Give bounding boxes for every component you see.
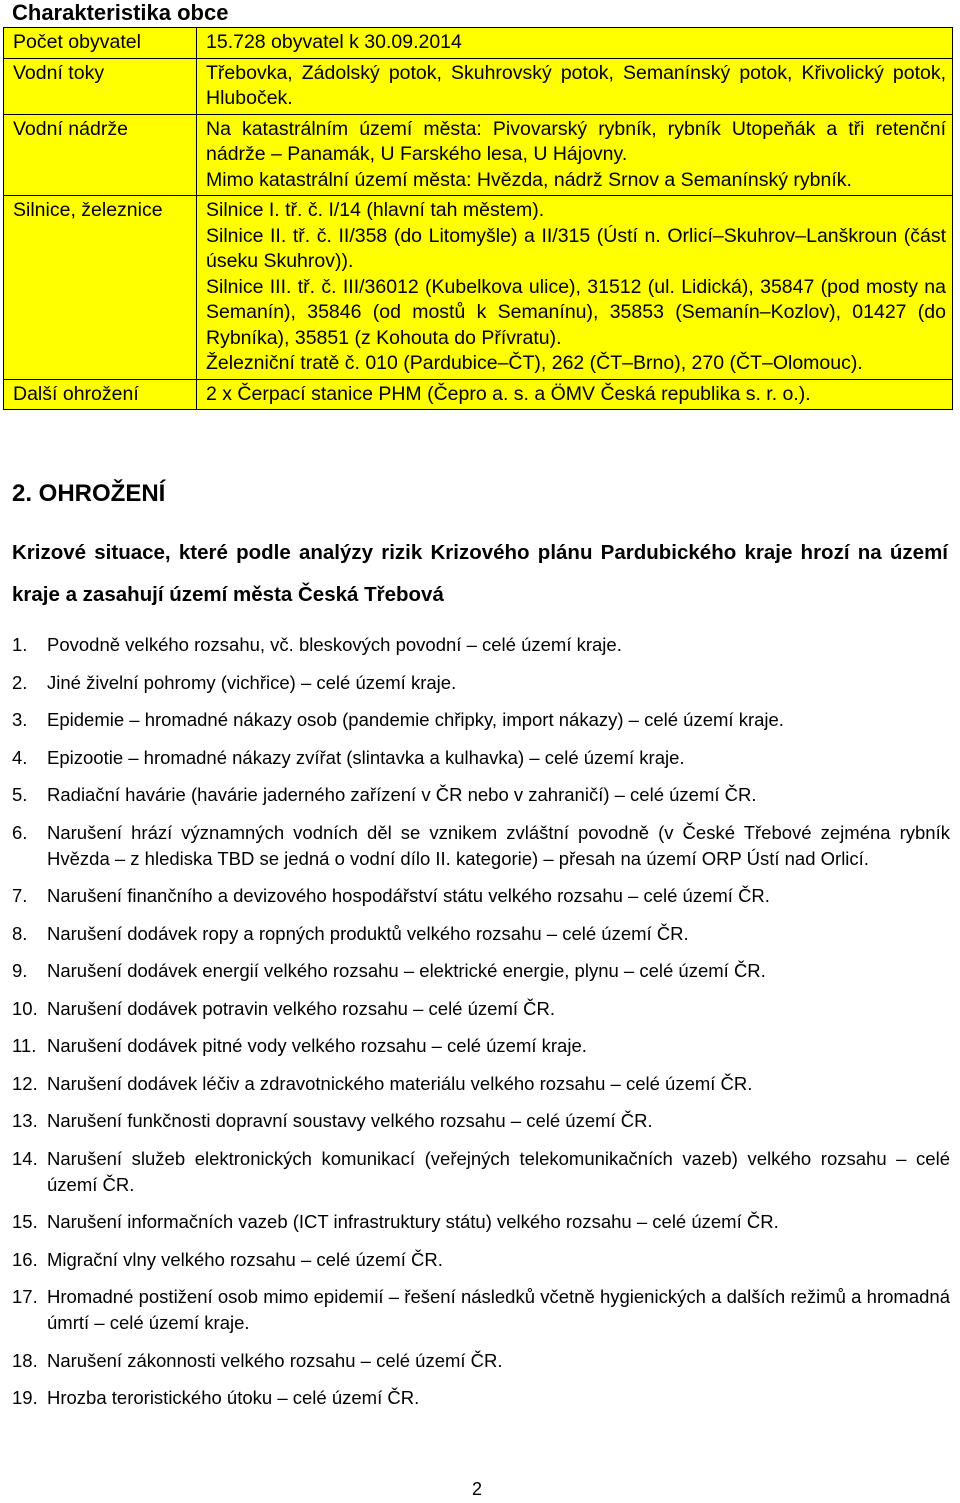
list-item-text: Narušení dodávek léčiv a zdravotnického materiálu velkého rozsahu – celé území ČR. (47, 1072, 753, 1094)
heading-charakteristika: Charakteristika obce (12, 0, 229, 25)
list-item (0, 883, 950, 909)
list-item-text: Hromadné postižení osob mimo epidemií – řešení následků včetně hygienických a dalších režimů a hromadná úmrtí – celé území kraje. (47, 1286, 950, 1333)
list-item (0, 996, 950, 1022)
list-item-number: 10. (12, 997, 38, 1019)
list-item (0, 820, 950, 872)
list-item (0, 1348, 950, 1374)
table-row (4, 379, 953, 410)
list-item-text: Narušení informačních vazeb (ICT infrastruktury státu) velkého rozsahu – celé území ČR. (47, 1211, 779, 1232)
row-value-line: Mimo katastrální území města: Hvězda, nádrž Srnov a Semanínský rybník. (206, 168, 852, 191)
risk-list (0, 632, 950, 1423)
list-item (0, 1284, 950, 1336)
list-item-number: 15. (12, 1211, 38, 1232)
list-item (0, 707, 950, 733)
list-item-number: 2. (12, 671, 28, 693)
list-item-text: Narušení dodávek pitné vody velkého rozsahu – celé území kraje. (47, 1035, 587, 1056)
list-item-number: 7. (12, 885, 28, 906)
row-value-line: Silnice I. tř. č. I/14 (hlavní tah městem). (206, 199, 545, 221)
characteristics-table (3, 27, 953, 410)
list-item-text: Narušení hrází významných vodních děl se vznikem zvláštní povodně (v České Třebové zejména rybník Hvězda – z hlediska TBD se jedná o vodní dílo II. kategorie) – přesah na území ORP Ústí nad Orlicí. (47, 821, 950, 869)
list-item (0, 745, 950, 771)
row-label: Silnice, železnice (4, 196, 197, 380)
list-item-number: 16. (12, 1248, 38, 1270)
list-item-text: Povodně velkého rozsahu, vč. bleskových povodní – celé území kraje. (47, 634, 622, 655)
list-item-number: 19. (12, 1387, 38, 1408)
list-item-number: 12. (12, 1072, 38, 1094)
list-item-number: 17. (12, 1286, 38, 1307)
row-value-line: 2 x Čerpací stanice PHM (Čepro a. s. a ÖMV Česká republika s. r. o.). (206, 382, 811, 405)
list-item (0, 958, 950, 984)
list-item (0, 1247, 950, 1273)
list-item-text: Hrozba teroristického útoku – celé území ČR. (47, 1387, 420, 1408)
row-value (197, 28, 953, 59)
list-item-text: Narušení funkčnosti dopravní soustavy velkého rozsahu – celé území ČR. (47, 1110, 653, 1131)
row-value-line: Silnice III. tř. č. III/36012 (Kubelkova ulice), 31512 (ul. Lidická), 35847 (pod mosty na Semanín), 35846 (od mostů k Semanínu), 35853 (Semanín–Kozlov), 01427 (do Rybníka), 35851 (z Kohouta do Přívratu). (206, 275, 946, 349)
row-value-line: Silnice II. tř. č. II/358 (do Litomyšle) a II/315 (Ústí n. Orlicí–Skuhrov–Lanškroun (část úseku Skuhrov)). (206, 224, 946, 272)
list-item-number: 6. (12, 821, 28, 843)
list-item (0, 632, 950, 658)
list-item-number: 3. (12, 709, 28, 730)
row-value-line: Na katastrálním území města: Pivovarský rybník, rybník Utopeňák a tři retenční nádrže – Panamák, U Farského lesa, U Hájovny. (206, 117, 946, 165)
table-row (4, 28, 953, 59)
list-item-text: Narušení dodávek energií velkého rozsahu – elektrické energie, plynu – celé území ČR. (47, 960, 766, 981)
table-row (4, 58, 953, 114)
list-item (0, 1209, 950, 1235)
list-item-number: 1. (12, 634, 28, 655)
list-item-text: Epizootie – hromadné nákazy zvířat (slintavka a kulhavka) – celé území kraje. (47, 746, 685, 768)
row-label: Vodní toky (4, 58, 197, 114)
row-value-line: Třebovka, Zádolský potok, Skuhrovský potok, Semanínský potok, Křivolický potok, Hluboček. (206, 61, 946, 109)
list-item-number: 14. (12, 1147, 38, 1169)
list-item (0, 1108, 950, 1134)
row-value (197, 379, 953, 410)
list-item (0, 1385, 950, 1411)
row-value (197, 114, 953, 196)
list-item-number: 18. (12, 1349, 38, 1371)
list-item-text: Jiné živelní pohromy (vichřice) – celé území kraje. (47, 671, 457, 693)
list-item (0, 1071, 950, 1097)
list-item-number: 11. (12, 1035, 37, 1056)
row-label: Další ohrožení (4, 379, 197, 410)
section-intro: Krizové situace, které podle analýzy rizik Krizového plánu Pardubického kraje hrozí na území kraje a zasahují území města Česká Třebová (12, 541, 948, 606)
row-label: Počet obyvatel (4, 28, 197, 59)
list-item-text: Narušení finančního a devizového hospodářství státu velkého rozsahu – celé území ČR. (47, 885, 770, 906)
list-item (0, 1033, 950, 1059)
table-row (4, 114, 953, 196)
list-item-number: 13. (12, 1110, 38, 1131)
list-item-text: Narušení dodávek ropy a ropných produktů velkého rozsahu – celé území ČR. (47, 922, 689, 944)
list-item-number: 5. (12, 784, 28, 805)
list-item-text: Narušení služeb elektronických komunikací (veřejných telekomunikačních vazeb) velkého rozsahu – celé území ČR. (47, 1147, 950, 1195)
list-item-text: Narušení zákonnosti velkého rozsahu – celé území ČR. (47, 1349, 503, 1371)
list-item (0, 670, 950, 696)
list-item (0, 921, 950, 947)
list-item-text: Migrační vlny velkého rozsahu – celé území ČR. (47, 1248, 443, 1270)
row-value-line: Železniční tratě č. 010 (Pardubice–ČT), 262 (ČT–Brno), 270 (ČT–Olomouc). (206, 352, 863, 374)
list-item-text: Radiační havárie (havárie jaderného zařízení v ČR nebo v zahraničí) – celé území ČR. (47, 784, 757, 805)
row-value (197, 58, 953, 114)
list-item-text: Narušení dodávek potravin velkého rozsahu – celé území ČR. (47, 997, 555, 1019)
table-row (4, 196, 953, 380)
list-item-text: Epidemie – hromadné nákazy osob (pandemie chřipky, import nákazy) – celé území kraje. (47, 709, 784, 730)
list-item (0, 782, 950, 808)
section-title: 2. OHROŽENÍ (12, 480, 166, 507)
list-item-number: 9. (12, 960, 28, 981)
list-item-number: 4. (12, 746, 28, 768)
row-label: Vodní nádrže (4, 114, 197, 196)
list-item (0, 1146, 950, 1198)
list-item-number: 8. (12, 922, 28, 944)
page-number: 2 (472, 1479, 483, 1499)
row-value (197, 196, 953, 380)
row-value-line: 15.728 obyvatel k 30.09.2014 (206, 31, 462, 53)
